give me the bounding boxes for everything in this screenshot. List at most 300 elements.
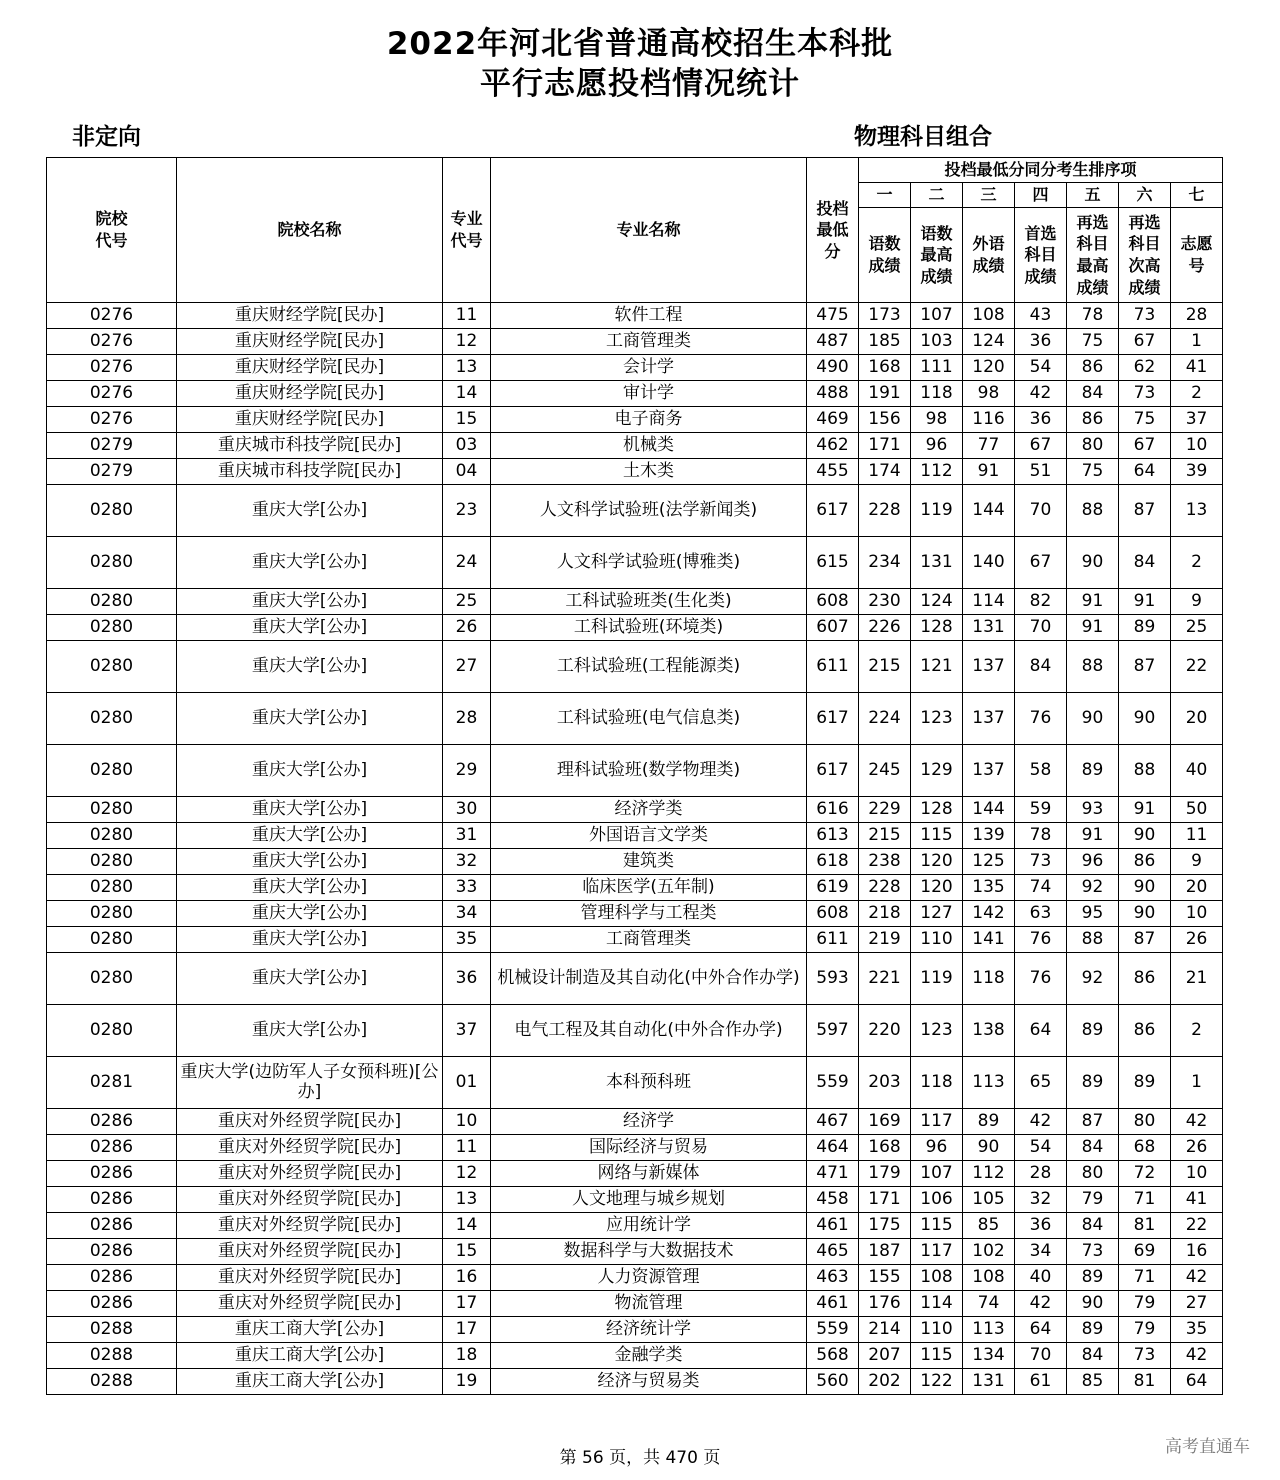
- school-name-cell: 重庆大学[公办]: [177, 1005, 443, 1057]
- foreign-language-score-cell: 108: [963, 303, 1015, 329]
- chinese-math-max-cell: 106: [911, 1187, 963, 1213]
- primary-subject-score-cell: 76: [1015, 927, 1067, 953]
- major-code-cell: 11: [443, 1135, 491, 1161]
- foreign-language-score-cell: 108: [963, 1265, 1015, 1291]
- major-name-cell: 机械设计制造及其自动化(中外合作办学): [491, 953, 807, 1005]
- major-name-cell: 人文科学试验班(法学新闻类): [491, 485, 807, 537]
- school-name-cell: 重庆大学[公办]: [177, 641, 443, 693]
- min-score-cell: 487: [807, 329, 859, 355]
- elective-second-score-cell: 73: [1119, 381, 1171, 407]
- major-code-cell: 28: [443, 693, 491, 745]
- preference-number-cell: 50: [1171, 797, 1223, 823]
- min-score-cell: 462: [807, 433, 859, 459]
- elective-max-score-cell: 92: [1067, 953, 1119, 1005]
- chinese-math-max-cell: 110: [911, 1317, 963, 1343]
- primary-subject-score-cell: 54: [1015, 1135, 1067, 1161]
- preference-number-cell: 41: [1171, 1187, 1223, 1213]
- school-code-cell: 0286: [47, 1291, 177, 1317]
- chinese-math-score-cell: 156: [859, 407, 911, 433]
- foreign-language-score-cell: 98: [963, 381, 1015, 407]
- elective-max-score-cell: 89: [1067, 1317, 1119, 1343]
- elective-max-score-cell: 85: [1067, 1369, 1119, 1395]
- table-row: [47, 1135, 1223, 1161]
- preference-number-cell: 21: [1171, 953, 1223, 1005]
- chinese-math-score-cell: 185: [859, 329, 911, 355]
- preference-number-cell: 26: [1171, 1135, 1223, 1161]
- min-score-cell: 618: [807, 849, 859, 875]
- primary-subject-score-cell: 76: [1015, 693, 1067, 745]
- school-code-cell: 0276: [47, 355, 177, 381]
- elective-max-score-cell: 88: [1067, 927, 1119, 953]
- category-label: 非定向: [72, 124, 141, 150]
- elective-second-score-cell: 62: [1119, 355, 1171, 381]
- preference-number-cell: 64: [1171, 1369, 1223, 1395]
- major-name-cell: 工科试验班(工程能源类): [491, 641, 807, 693]
- min-score-cell: 490: [807, 355, 859, 381]
- preference-number-cell: 11: [1171, 823, 1223, 849]
- major-name-cell: 机械类: [491, 433, 807, 459]
- primary-subject-score-cell: 65: [1015, 1057, 1067, 1109]
- school-name-cell: 重庆城市科技学院[民办]: [177, 433, 443, 459]
- chinese-math-max-cell: 118: [911, 1057, 963, 1109]
- primary-subject-score-cell: 43: [1015, 303, 1067, 329]
- primary-subject-score-cell: 32: [1015, 1187, 1067, 1213]
- school-code-cell: 0280: [47, 693, 177, 745]
- chinese-math-score-cell: 176: [859, 1291, 911, 1317]
- school-code-cell: 0276: [47, 407, 177, 433]
- major-name-cell: 应用统计学: [491, 1213, 807, 1239]
- table-row: [47, 693, 1223, 745]
- header-sort-item-7: 志愿 号: [1171, 208, 1223, 303]
- preference-number-cell: 27: [1171, 1291, 1223, 1317]
- school-code-cell: 0286: [47, 1135, 177, 1161]
- elective-second-score-cell: 81: [1119, 1369, 1171, 1395]
- chinese-math-max-cell: 122: [911, 1369, 963, 1395]
- table-row: [47, 901, 1223, 927]
- major-name-cell: 物流管理: [491, 1291, 807, 1317]
- header-major-name: 专业名称: [491, 158, 807, 303]
- elective-max-score-cell: 87: [1067, 1109, 1119, 1135]
- major-code-cell: 16: [443, 1265, 491, 1291]
- chinese-math-score-cell: 228: [859, 485, 911, 537]
- school-name-cell: 重庆大学[公办]: [177, 693, 443, 745]
- foreign-language-score-cell: 91: [963, 459, 1015, 485]
- school-name-cell: 重庆大学[公办]: [177, 797, 443, 823]
- major-name-cell: 工科试验班类(生化类): [491, 589, 807, 615]
- elective-max-score-cell: 79: [1067, 1187, 1119, 1213]
- primary-subject-score-cell: 70: [1015, 485, 1067, 537]
- primary-subject-score-cell: 84: [1015, 641, 1067, 693]
- elective-second-score-cell: 71: [1119, 1187, 1171, 1213]
- major-name-cell: 经济学类: [491, 797, 807, 823]
- chinese-math-max-cell: 117: [911, 1239, 963, 1265]
- school-name-cell: 重庆对外经贸学院[民办]: [177, 1161, 443, 1187]
- school-code-cell: 0280: [47, 875, 177, 901]
- major-name-cell: 人力资源管理: [491, 1265, 807, 1291]
- header-rank-3: 三: [963, 183, 1015, 208]
- elective-max-score-cell: 80: [1067, 1161, 1119, 1187]
- foreign-language-score-cell: 74: [963, 1291, 1015, 1317]
- min-score-cell: 461: [807, 1213, 859, 1239]
- header-sort-item-1: 语数 成绩: [859, 208, 911, 303]
- school-name-cell: 重庆财经学院[民办]: [177, 381, 443, 407]
- table-row: [47, 433, 1223, 459]
- table-row: [47, 1161, 1223, 1187]
- school-code-cell: 0279: [47, 459, 177, 485]
- preference-number-cell: 9: [1171, 589, 1223, 615]
- chinese-math-max-cell: 120: [911, 875, 963, 901]
- chinese-math-max-cell: 108: [911, 1265, 963, 1291]
- elective-max-score-cell: 90: [1067, 537, 1119, 589]
- school-code-cell: 0280: [47, 901, 177, 927]
- school-name-cell: 重庆对外经贸学院[民办]: [177, 1213, 443, 1239]
- chinese-math-score-cell: 169: [859, 1109, 911, 1135]
- elective-second-score-cell: 72: [1119, 1161, 1171, 1187]
- primary-subject-score-cell: 61: [1015, 1369, 1067, 1395]
- header-rank-7: 七: [1171, 183, 1223, 208]
- table-row: [47, 381, 1223, 407]
- primary-subject-score-cell: 36: [1015, 329, 1067, 355]
- elective-max-score-cell: 86: [1067, 355, 1119, 381]
- chinese-math-score-cell: 219: [859, 927, 911, 953]
- table-row: [47, 745, 1223, 797]
- elective-max-score-cell: 84: [1067, 1213, 1119, 1239]
- header-rank-2: 二: [911, 183, 963, 208]
- elective-second-score-cell: 90: [1119, 693, 1171, 745]
- foreign-language-score-cell: 138: [963, 1005, 1015, 1057]
- min-score-cell: 608: [807, 901, 859, 927]
- min-score-cell: 463: [807, 1265, 859, 1291]
- school-name-cell: 重庆大学[公办]: [177, 823, 443, 849]
- preference-number-cell: 13: [1171, 485, 1223, 537]
- major-code-cell: 24: [443, 537, 491, 589]
- table-row: [47, 1109, 1223, 1135]
- primary-subject-score-cell: 28: [1015, 1161, 1067, 1187]
- chinese-math-max-cell: 115: [911, 1343, 963, 1369]
- primary-subject-score-cell: 73: [1015, 849, 1067, 875]
- min-score-cell: 461: [807, 1291, 859, 1317]
- table-row: [47, 849, 1223, 875]
- preference-number-cell: 1: [1171, 1057, 1223, 1109]
- preference-number-cell: 28: [1171, 303, 1223, 329]
- major-code-cell: 11: [443, 303, 491, 329]
- page-title-line-2: 平行志愿投档情况统计: [480, 66, 800, 102]
- chinese-math-max-cell: 96: [911, 1135, 963, 1161]
- preference-number-cell: 9: [1171, 849, 1223, 875]
- school-code-cell: 0280: [47, 745, 177, 797]
- table-header: [47, 158, 1223, 303]
- primary-subject-score-cell: 51: [1015, 459, 1067, 485]
- chinese-math-score-cell: 174: [859, 459, 911, 485]
- elective-max-score-cell: 75: [1067, 329, 1119, 355]
- major-code-cell: 14: [443, 1213, 491, 1239]
- min-score-cell: 469: [807, 407, 859, 433]
- chinese-math-max-cell: 128: [911, 615, 963, 641]
- elective-second-score-cell: 87: [1119, 485, 1171, 537]
- elective-max-score-cell: 95: [1067, 901, 1119, 927]
- min-score-cell: 615: [807, 537, 859, 589]
- page-title-line-1: 2022年河北省普通高校招生本科批: [386, 26, 894, 62]
- min-score-cell: 559: [807, 1317, 859, 1343]
- primary-subject-score-cell: 64: [1015, 1005, 1067, 1057]
- min-score-cell: 488: [807, 381, 859, 407]
- school-name-cell: 重庆大学[公办]: [177, 589, 443, 615]
- chinese-math-max-cell: 124: [911, 589, 963, 615]
- elective-second-score-cell: 91: [1119, 797, 1171, 823]
- preference-number-cell: 20: [1171, 875, 1223, 901]
- header-sort-item-4: 首选 科目 成绩: [1015, 208, 1067, 303]
- table-row: [47, 485, 1223, 537]
- elective-max-score-cell: 91: [1067, 589, 1119, 615]
- elective-second-score-cell: 80: [1119, 1109, 1171, 1135]
- school-name-cell: 重庆财经学院[民办]: [177, 303, 443, 329]
- min-score-cell: 613: [807, 823, 859, 849]
- school-code-cell: 0280: [47, 537, 177, 589]
- school-code-cell: 0288: [47, 1317, 177, 1343]
- major-code-cell: 15: [443, 407, 491, 433]
- foreign-language-score-cell: 90: [963, 1135, 1015, 1161]
- elective-max-score-cell: 75: [1067, 459, 1119, 485]
- foreign-language-score-cell: 105: [963, 1187, 1015, 1213]
- chinese-math-score-cell: 218: [859, 901, 911, 927]
- chinese-math-score-cell: 171: [859, 1187, 911, 1213]
- chinese-math-score-cell: 202: [859, 1369, 911, 1395]
- chinese-math-max-cell: 127: [911, 901, 963, 927]
- preference-number-cell: 37: [1171, 407, 1223, 433]
- school-code-cell: 0280: [47, 615, 177, 641]
- major-code-cell: 30: [443, 797, 491, 823]
- major-code-cell: 26: [443, 615, 491, 641]
- major-name-cell: 审计学: [491, 381, 807, 407]
- chinese-math-score-cell: 155: [859, 1265, 911, 1291]
- elective-second-score-cell: 75: [1119, 407, 1171, 433]
- school-code-cell: 0276: [47, 381, 177, 407]
- table-row: [47, 329, 1223, 355]
- school-code-cell: 0280: [47, 927, 177, 953]
- foreign-language-score-cell: 125: [963, 849, 1015, 875]
- min-score-cell: 607: [807, 615, 859, 641]
- table-row: [47, 1057, 1223, 1109]
- major-name-cell: 会计学: [491, 355, 807, 381]
- chinese-math-max-cell: 115: [911, 1213, 963, 1239]
- school-name-cell: 重庆大学[公办]: [177, 875, 443, 901]
- school-name-cell: 重庆财经学院[民办]: [177, 329, 443, 355]
- min-score-cell: 471: [807, 1161, 859, 1187]
- school-code-cell: 0280: [47, 641, 177, 693]
- preference-number-cell: 10: [1171, 901, 1223, 927]
- preference-number-cell: 2: [1171, 537, 1223, 589]
- preference-number-cell: 35: [1171, 1317, 1223, 1343]
- min-score-cell: 617: [807, 693, 859, 745]
- chinese-math-score-cell: 191: [859, 381, 911, 407]
- chinese-math-max-cell: 111: [911, 355, 963, 381]
- table-row: [47, 823, 1223, 849]
- major-name-cell: 网络与新媒体: [491, 1161, 807, 1187]
- elective-max-score-cell: 89: [1067, 745, 1119, 797]
- preference-number-cell: 20: [1171, 693, 1223, 745]
- foreign-language-score-cell: 131: [963, 1369, 1015, 1395]
- elective-max-score-cell: 90: [1067, 1291, 1119, 1317]
- major-name-cell: 临床医学(五年制): [491, 875, 807, 901]
- chinese-math-score-cell: 226: [859, 615, 911, 641]
- major-name-cell: 建筑类: [491, 849, 807, 875]
- foreign-language-score-cell: 142: [963, 901, 1015, 927]
- elective-second-score-cell: 88: [1119, 745, 1171, 797]
- primary-subject-score-cell: 74: [1015, 875, 1067, 901]
- chinese-math-max-cell: 107: [911, 303, 963, 329]
- school-name-cell: 重庆大学[公办]: [177, 901, 443, 927]
- elective-max-score-cell: 96: [1067, 849, 1119, 875]
- elective-second-score-cell: 86: [1119, 1005, 1171, 1057]
- elective-max-score-cell: 84: [1067, 381, 1119, 407]
- foreign-language-score-cell: 113: [963, 1057, 1015, 1109]
- major-name-cell: 工科试验班(电气信息类): [491, 693, 807, 745]
- elective-max-score-cell: 84: [1067, 1135, 1119, 1161]
- chinese-math-score-cell: 179: [859, 1161, 911, 1187]
- major-name-cell: 经济学: [491, 1109, 807, 1135]
- preference-number-cell: 10: [1171, 433, 1223, 459]
- major-code-cell: 32: [443, 849, 491, 875]
- elective-second-score-cell: 90: [1119, 901, 1171, 927]
- header-sort-item-3: 外语 成绩: [963, 208, 1015, 303]
- major-code-cell: 31: [443, 823, 491, 849]
- chinese-math-score-cell: 173: [859, 303, 911, 329]
- elective-second-score-cell: 73: [1119, 303, 1171, 329]
- major-code-cell: 29: [443, 745, 491, 797]
- school-name-cell: 重庆工商大学[公办]: [177, 1343, 443, 1369]
- chinese-math-max-cell: 119: [911, 485, 963, 537]
- elective-second-score-cell: 87: [1119, 927, 1171, 953]
- chinese-math-max-cell: 118: [911, 381, 963, 407]
- elective-second-score-cell: 73: [1119, 1343, 1171, 1369]
- major-code-cell: 17: [443, 1317, 491, 1343]
- major-code-cell: 13: [443, 1187, 491, 1213]
- school-name-cell: 重庆对外经贸学院[民办]: [177, 1265, 443, 1291]
- school-name-cell: 重庆工商大学[公办]: [177, 1369, 443, 1395]
- chinese-math-score-cell: 175: [859, 1213, 911, 1239]
- elective-second-score-cell: 84: [1119, 537, 1171, 589]
- elective-second-score-cell: 64: [1119, 459, 1171, 485]
- elective-second-score-cell: 69: [1119, 1239, 1171, 1265]
- school-name-cell: 重庆大学[公办]: [177, 745, 443, 797]
- foreign-language-score-cell: 134: [963, 1343, 1015, 1369]
- school-name-cell: 重庆大学[公办]: [177, 849, 443, 875]
- major-name-cell: 经济统计学: [491, 1317, 807, 1343]
- major-code-cell: 10: [443, 1109, 491, 1135]
- major-name-cell: 工商管理类: [491, 927, 807, 953]
- school-code-cell: 0280: [47, 1005, 177, 1057]
- admission-table: [46, 157, 1223, 1395]
- chinese-math-max-cell: 123: [911, 1005, 963, 1057]
- primary-subject-score-cell: 63: [1015, 901, 1067, 927]
- elective-max-score-cell: 89: [1067, 1265, 1119, 1291]
- chinese-math-score-cell: 187: [859, 1239, 911, 1265]
- elective-second-score-cell: 67: [1119, 433, 1171, 459]
- primary-subject-score-cell: 42: [1015, 1291, 1067, 1317]
- major-code-cell: 03: [443, 433, 491, 459]
- table-row: [47, 589, 1223, 615]
- chinese-math-score-cell: 220: [859, 1005, 911, 1057]
- school-name-cell: 重庆大学[公办]: [177, 927, 443, 953]
- primary-subject-score-cell: 59: [1015, 797, 1067, 823]
- min-score-cell: 560: [807, 1369, 859, 1395]
- major-name-cell: 外国语言文学类: [491, 823, 807, 849]
- chinese-math-max-cell: 110: [911, 927, 963, 953]
- preference-number-cell: 40: [1171, 745, 1223, 797]
- school-code-cell: 0286: [47, 1187, 177, 1213]
- chinese-math-max-cell: 123: [911, 693, 963, 745]
- header-rank-1: 一: [859, 183, 911, 208]
- school-code-cell: 0288: [47, 1343, 177, 1369]
- elective-second-score-cell: 90: [1119, 875, 1171, 901]
- school-code-cell: 0280: [47, 849, 177, 875]
- major-name-cell: 土木类: [491, 459, 807, 485]
- major-code-cell: 27: [443, 641, 491, 693]
- min-score-cell: 619: [807, 875, 859, 901]
- preference-number-cell: 16: [1171, 1239, 1223, 1265]
- school-name-cell: 重庆大学[公办]: [177, 953, 443, 1005]
- school-name-cell: 重庆工商大学[公办]: [177, 1317, 443, 1343]
- elective-second-score-cell: 86: [1119, 849, 1171, 875]
- major-name-cell: 工科试验班(环境类): [491, 615, 807, 641]
- chinese-math-score-cell: 171: [859, 433, 911, 459]
- chinese-math-max-cell: 112: [911, 459, 963, 485]
- elective-max-score-cell: 88: [1067, 485, 1119, 537]
- foreign-language-score-cell: 141: [963, 927, 1015, 953]
- foreign-language-score-cell: 135: [963, 875, 1015, 901]
- elective-second-score-cell: 87: [1119, 641, 1171, 693]
- foreign-language-score-cell: 124: [963, 329, 1015, 355]
- foreign-language-score-cell: 77: [963, 433, 1015, 459]
- primary-subject-score-cell: 36: [1015, 1213, 1067, 1239]
- chinese-math-max-cell: 98: [911, 407, 963, 433]
- major-name-cell: 电子商务: [491, 407, 807, 433]
- school-name-cell: 重庆城市科技学院[民办]: [177, 459, 443, 485]
- foreign-language-score-cell: 112: [963, 1161, 1015, 1187]
- major-name-cell: 管理科学与工程类: [491, 901, 807, 927]
- header-school-code: 院校 代号: [47, 158, 177, 303]
- foreign-language-score-cell: 137: [963, 745, 1015, 797]
- school-code-cell: 0286: [47, 1239, 177, 1265]
- elective-second-score-cell: 68: [1119, 1135, 1171, 1161]
- foreign-language-score-cell: 114: [963, 589, 1015, 615]
- school-code-cell: 0280: [47, 589, 177, 615]
- header-sort-item-5: 再选 科目 最高 成绩: [1067, 208, 1119, 303]
- table-row: [47, 927, 1223, 953]
- preference-number-cell: 26: [1171, 927, 1223, 953]
- elective-max-score-cell: 89: [1067, 1005, 1119, 1057]
- major-name-cell: 金融学类: [491, 1343, 807, 1369]
- major-code-cell: 37: [443, 1005, 491, 1057]
- header-rank-5: 五: [1067, 183, 1119, 208]
- preference-number-cell: 42: [1171, 1265, 1223, 1291]
- chinese-math-score-cell: 203: [859, 1057, 911, 1109]
- header-rank-6: 六: [1119, 183, 1171, 208]
- school-code-cell: 0276: [47, 329, 177, 355]
- min-score-cell: 464: [807, 1135, 859, 1161]
- chinese-math-max-cell: 107: [911, 1161, 963, 1187]
- school-code-cell: 0286: [47, 1161, 177, 1187]
- preference-number-cell: 2: [1171, 1005, 1223, 1057]
- chinese-math-max-cell: 121: [911, 641, 963, 693]
- major-code-cell: 23: [443, 485, 491, 537]
- min-score-cell: 467: [807, 1109, 859, 1135]
- chinese-math-max-cell: 103: [911, 329, 963, 355]
- primary-subject-score-cell: 70: [1015, 1343, 1067, 1369]
- major-name-cell: 软件工程: [491, 303, 807, 329]
- table-row: [47, 1187, 1223, 1213]
- header-major-code: 专业 代号: [443, 158, 491, 303]
